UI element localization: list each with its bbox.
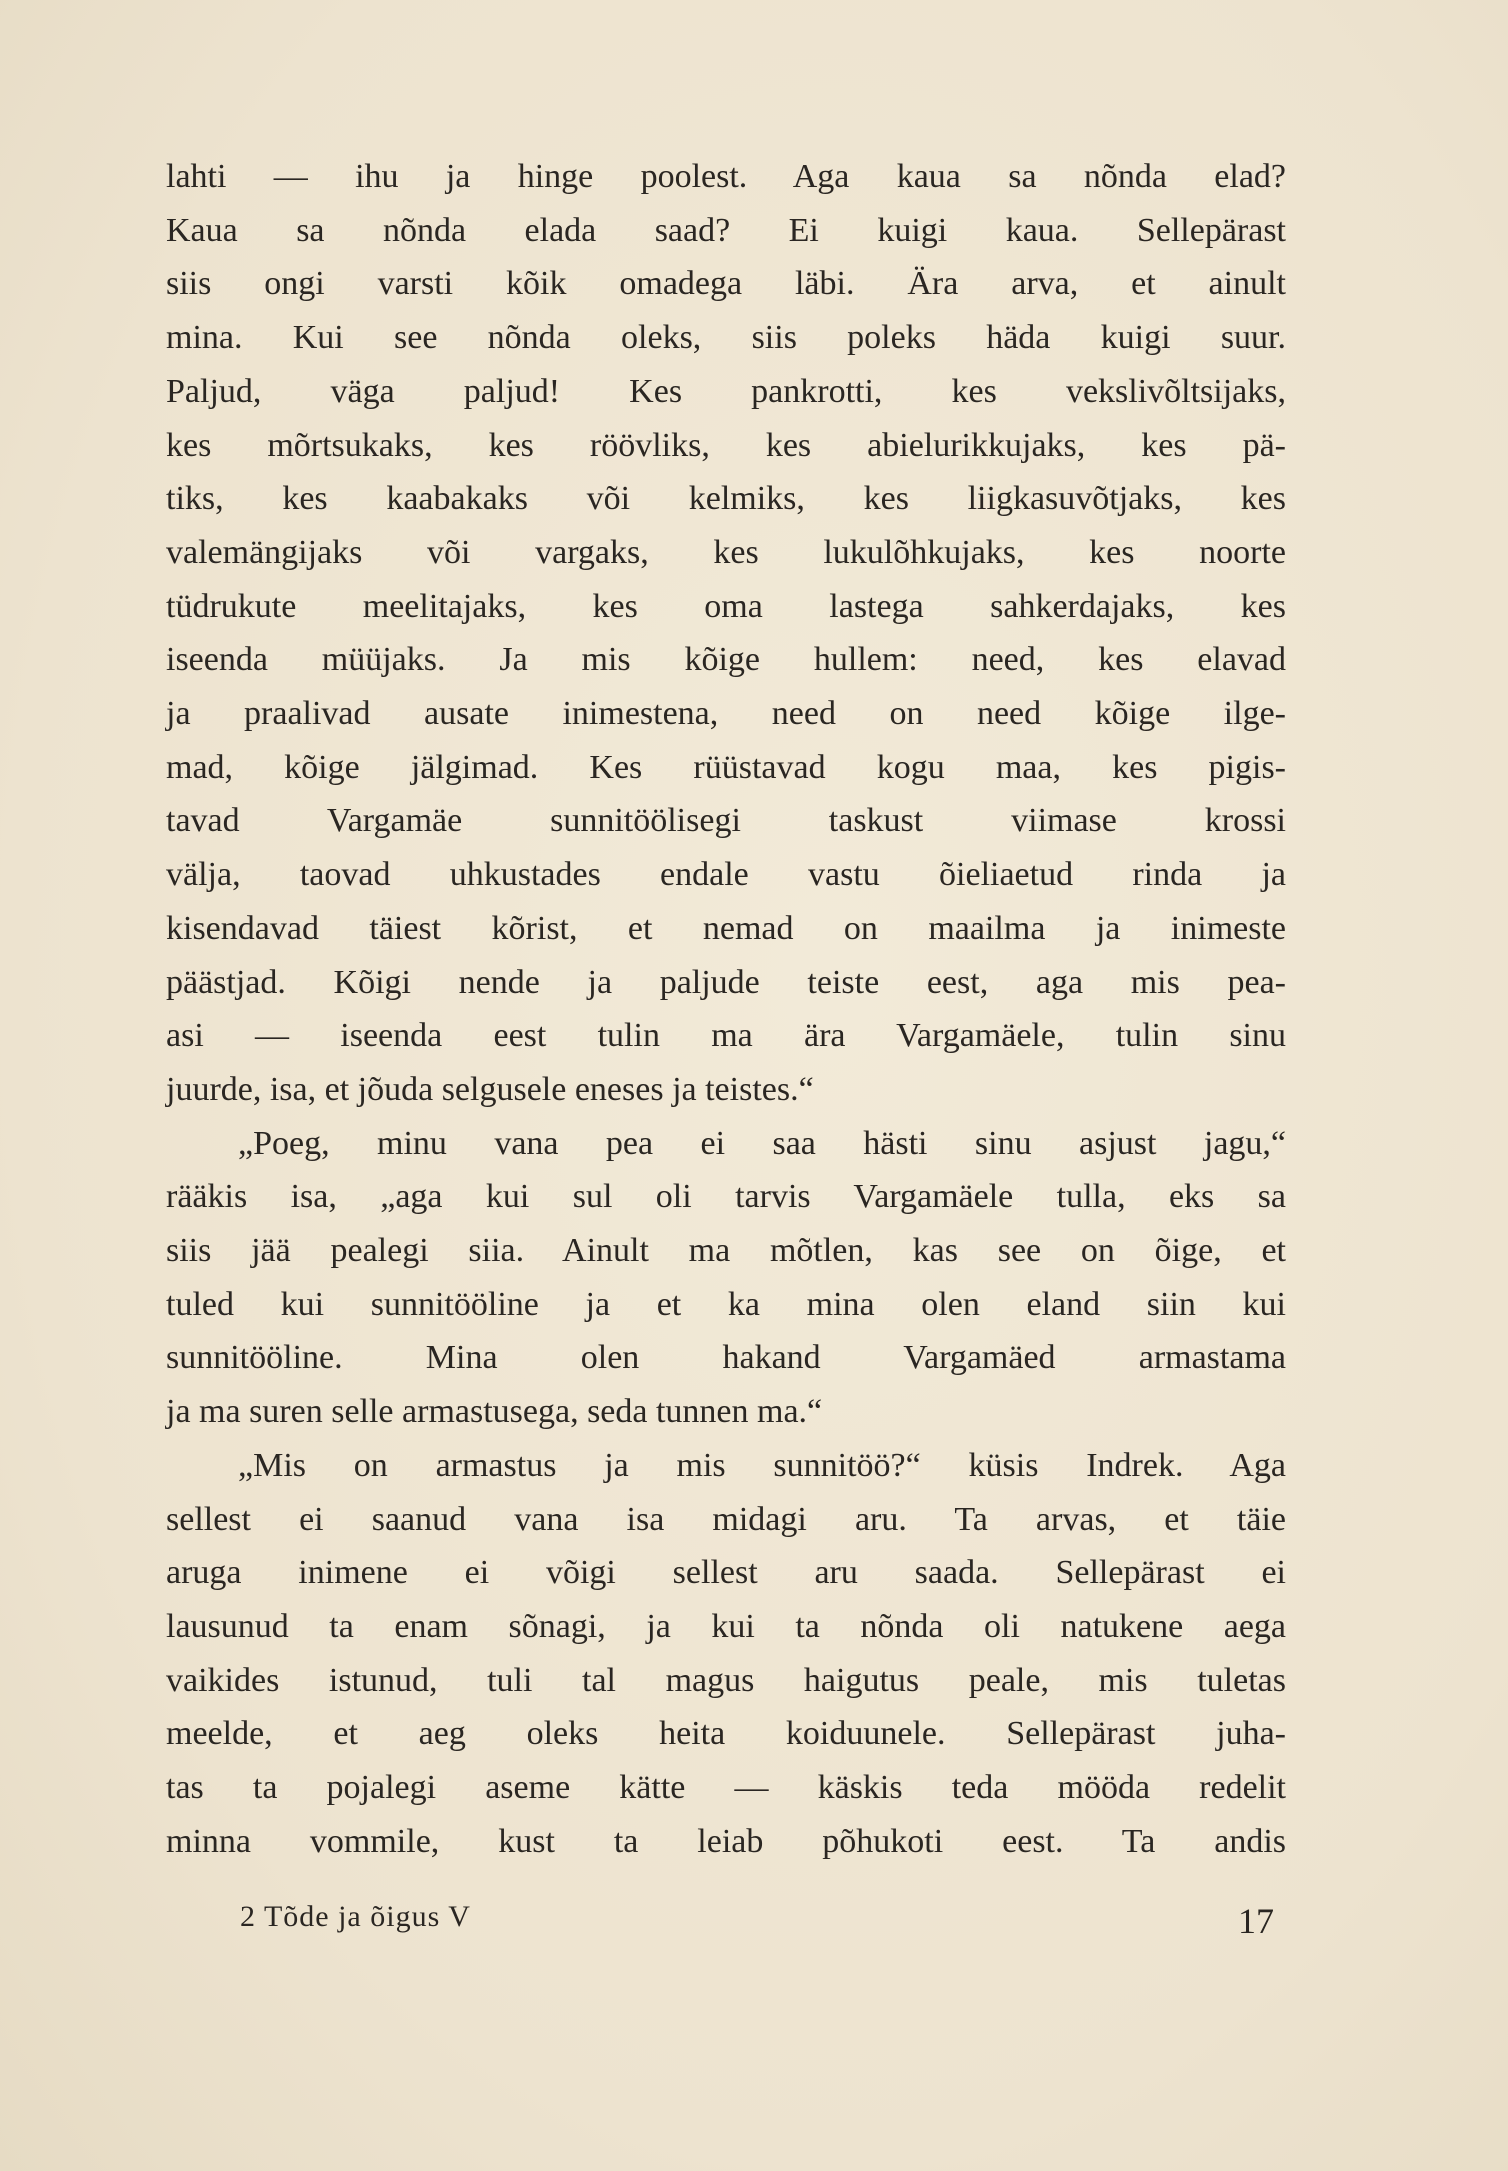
text-line: tiks, kes kaabakaks või kelmiks, kes liigkasuvõtjaks, kes (166, 480, 1286, 518)
paragraph-start-line: „Poeg, minu vana pea ei saa hästi sinu asjust jagu,“ (238, 1124, 1286, 1162)
text-line: tuled kui sunnitööline ja et ka mina olen eland siin kui (166, 1285, 1286, 1323)
text-line: vaikides istunud, tuli tal magus haigutus peale, mis tuletas (166, 1661, 1286, 1699)
text-line: siis ongi varsti kõik omadega läbi. Ära arva, et ainult (166, 265, 1286, 303)
text-line: mina. Kui see nõnda oleks, siis poleks häda kuigi suur. (166, 319, 1286, 357)
text-line: Paljud, väga paljud! Kes pankrotti, kes vekslivõltsijaks, (166, 372, 1286, 410)
text-line: aruga inimene ei võigi sellest aru saada. Sellepärast ei (166, 1554, 1286, 1592)
text-line: valemängijaks või vargaks, kes lukulõhkujaks, kes noorte (166, 533, 1286, 571)
signature-mark: 2 Tõde ja õigus V (240, 1900, 471, 1933)
text-line: tas ta pojalegi aseme kätte — käskis teda mööda redelit (166, 1769, 1286, 1806)
text-line: siis jää pealegi siia. Ainult ma mõtlen, kas see on õige, et (166, 1232, 1286, 1269)
text-line: Kaua sa nõnda elada saad? Ei kuigi kaua. Sellepärast (166, 211, 1286, 249)
text-line: rääkis isa, „aga kui sul oli tarvis Vargamäele tulla, eks sa (166, 1178, 1286, 1216)
text-line: ja praalivad ausate inimestena, need on need kõige ilge- (166, 695, 1286, 732)
text-line: sunnitööline. Mina olen hakand Vargamäed armastama (166, 1339, 1286, 1377)
text-line: lahti — ihu ja hinge poolest. Aga kaua sa nõnda elad? (166, 158, 1286, 195)
page-number: 17 (1238, 1901, 1274, 1941)
text-line: meelde, et aeg oleks heita koiduunele. Sellepärast juha- (166, 1715, 1286, 1753)
text-line: tavad Vargamäe sunnitöölisegi taskust viimase krossi (166, 802, 1286, 840)
text-line: lausunud ta enam sõnagi, ja kui ta nõnda oli natukene aega (166, 1607, 1286, 1645)
text-line: iseenda müüjaks. Ja mis kõige hullem: need, kes elavad (166, 641, 1286, 679)
text-line: sellest ei saanud vana isa midagi aru. Ta arvas, et täie (166, 1500, 1286, 1538)
text-line: välja, taovad uhkustades endale vastu õieliaetud rinda ja (166, 856, 1286, 894)
text-line: päästjad. Kõigi nende ja paljude teiste eest, aga mis pea- (166, 963, 1286, 1001)
text-line: asi — iseenda eest tulin ma ära Vargamäele, tulin sinu (166, 1017, 1286, 1055)
text-line: ja ma suren selle armastusega, seda tunnen ma.“ (166, 1393, 823, 1431)
text-line: minna vommile, kust ta leiab põhukoti eest. Ta andis (166, 1822, 1286, 1860)
text-line: tüdrukute meelitajaks, kes oma lastega sahkerdajaks, kes (166, 587, 1286, 625)
paragraph-start-line: „Mis on armastus ja mis sunnitöö?“ küsis Indrek. Aga (238, 1446, 1286, 1484)
text-line: mad, kõige jälgimad. Kes rüüstavad kogu maa, kes pigis- (166, 748, 1286, 786)
text-line: kisendavad täiest kõrist, et nemad on maailma ja inimeste (166, 909, 1286, 947)
text-line: juurde, isa, et jõuda selgusele eneses ja teistes.“ (166, 1070, 814, 1108)
text-line: kes mõrtsukaks, kes röövliks, kes abielurikkujaks, kes pä- (166, 426, 1286, 464)
